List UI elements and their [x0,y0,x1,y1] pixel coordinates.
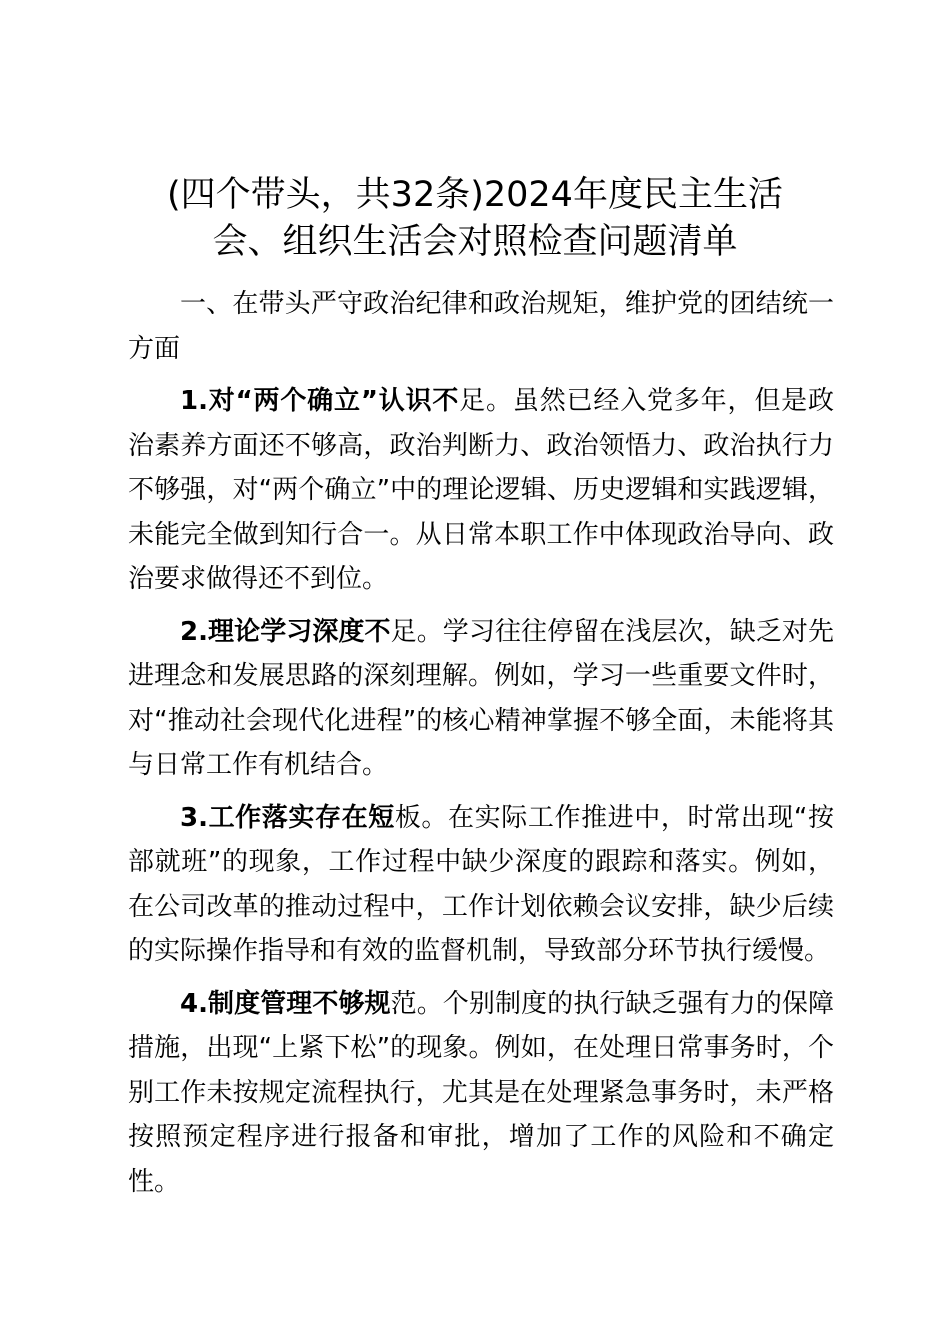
item-text: 足。虽然已经入党多年，但是政治素养方面还不够高，政治判断力、政治领悟力、政治执行力不够强，对“两个确立”中的理论逻辑、历史逻辑和实践逻辑，未能完全做到知行合一。从日常本职工作中体现政治导向、政治要求做得还不到位。 [128,386,834,594]
item-lead: 2.理论学习深度不 [180,616,391,647]
title-line-1: (四个带头，共32条)2024年度民主生活 [167,175,783,215]
item-text: 板。在实际工作推进中，时常出现“按部就班”的现象，工作过程中缺少深度的跟踪和落实。例如，在公司改革的推动过程中，工作计划依赖会议安排，缺少后续的实际操作指导和有效的监督机制，导致部分环节执行缓慢。 [128,802,834,966]
title-line-2: 会、组织生活会对照检查问题清单 [212,222,738,262]
document-body [128,282,834,1204]
list-item [128,379,834,602]
list-item [128,610,834,788]
item-lead: 1.对“两个确立”认识不 [180,386,460,416]
item-lead: 4.制度管理不够规 [180,988,391,1019]
item-text: 范。个别制度的执行缺乏强有力的保障措施，出现“上紧下松”的现象。例如，在处理日常事务时，个别工作未按规定流程执行，尤其是在处理紧急事务时，未严格按照预定程序进行报备和审批，增加了工作的风险和不确定性。 [128,988,834,1197]
list-item [128,982,834,1205]
list-item [128,796,834,974]
document-title [100,172,850,266]
item-text: 足。学习往往停留在浅层次，缺乏对先进理念和发展思路的深刻理解。例如，学习一些重要文件时，对“推动社会现代化进程”的核心精神掌握不够全面，未能将其与日常工作有机结合。 [128,616,834,780]
section-heading: 一、在带头严守政治纪律和政治规矩，维护党的团结统一方面 [128,289,834,364]
item-lead: 3.工作落实存在短 [180,802,395,833]
